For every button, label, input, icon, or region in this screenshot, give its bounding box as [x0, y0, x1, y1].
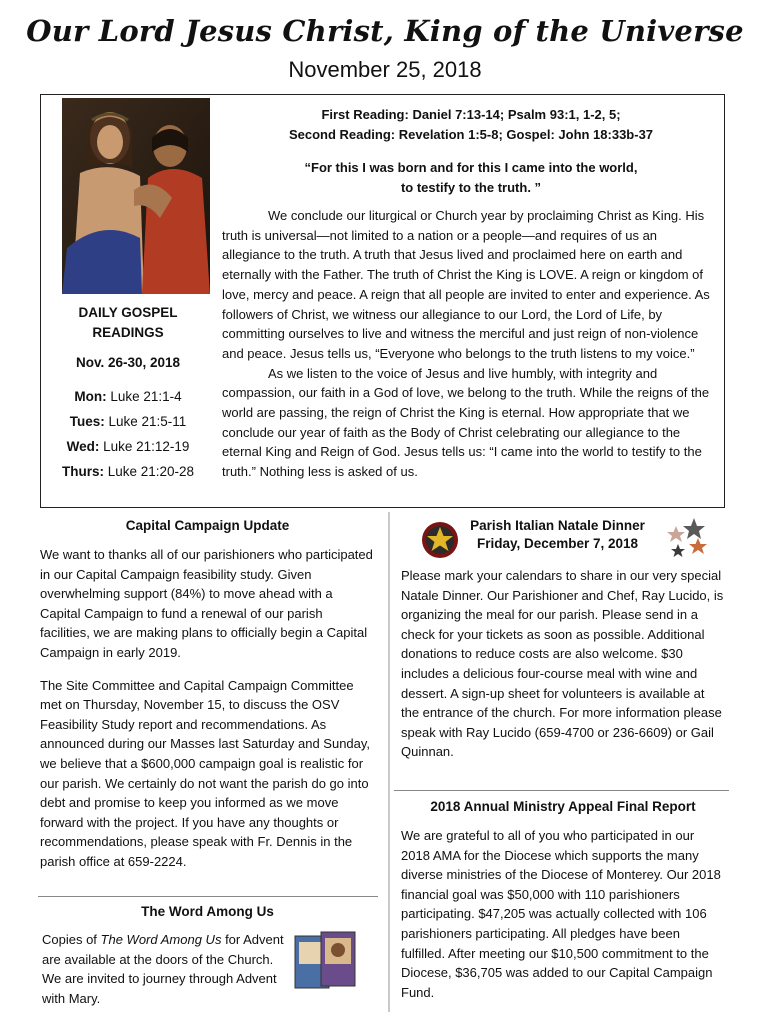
column-divider [388, 512, 390, 1012]
list-item [44, 437, 212, 457]
reading-ref: Luke 21:20-28 [103, 464, 195, 479]
section-divider [394, 790, 729, 791]
reading-ref: Luke 21:5-11 [104, 414, 187, 429]
stars-icon [664, 516, 710, 560]
list-item [44, 387, 212, 407]
word-among-us-title: The Word Among Us [141, 904, 274, 919]
reading-day: Tues: [69, 414, 105, 429]
reading-ref: Luke 21:12-19 [99, 439, 190, 454]
ama-report-text: We are grateful to all of you who participated in our 2018 AMA for the Diocese which supports the many diverse ministries of the Diocese of Monterey. Our 2018 financial goal was $50,000 with 110 parishioners participating. $47,205 was actually collected with 106 parishioners participating. All pledges have been fulfilled. After meeting our $10,500 commitment to the Diocese, $36,705 was added to our Capital Campaign Fund. [401, 828, 721, 1000]
capital-campaign-text [40, 545, 375, 885]
daily-gospel-heading-1: DAILY GOSPEL [78, 305, 178, 320]
word-among-us-text [42, 930, 287, 1008]
first-reading-line: First Reading: Daniel 7:13-14; Psalm 93:1, 1-2, 5; [321, 107, 621, 122]
daily-gospel-list [44, 387, 212, 482]
ama-report-title: 2018 Annual Ministry Appeal Final Report [430, 799, 696, 814]
section-divider [38, 896, 378, 897]
natale-dinner-title-1: Parish Italian Natale Dinner [470, 518, 645, 533]
scripture-readings [222, 105, 720, 145]
reflection-paragraph-1: We conclude our liturgical or Church year by proclaiming Christ as King. His truth is universal—not limited to a nation or a people—and requires of us an allegiance to the truth. A truth that Jesus lived and proclaimed here on earth and eternally with the Father. The truth of Christ the King is LOVE. A reign or kingdom of love, mercy and peace. A reign that all people are invited to enter and experience. As followers of Christ, we witness our allegiance to our Lord, the Lord of Life, by committing ourselves to live and witness the merciful and just reign of non-violence and peace. Jesus tells us, “Everyone who belongs to the truth listens to my voice.” [222, 208, 710, 361]
natale-dinner-text: Please mark your calendars to share in our very special Natale Dinner. Our Parishioner and Chef, Ray Lucido, is organizing the meal for our parish. Please send in a check for your tickets as soon as possible. Additional donations to reduce costs are also welcome. $30 includes a delicious four-course meal with wine and dessert. A sign-up sheet for volunteers is available at the entrance of the church. For more information please speak with Ray Lucido (659-4700 or 236-6609) or Gail Quinnan. [401, 568, 724, 760]
word-among-us-text-start: Copies of [42, 932, 101, 947]
capital-campaign-paragraph-2: The Site Committee and Capital Campaign Committee met on Thursday, November 15, to discuss the OSV Feasibility Study report and recommendations. As announced during our Masses last Saturday and Sunday, we believe that a $600,000 campaign goal is realistic for our parish. We certainly do not want the parish do go into debt and promise to keep you informed as we move forward with the project. If you have any thoughts or recommendations, please speak with Fr. Dennis in the parish office at 659-2224. [40, 677, 371, 869]
reading-day: Thurs: [61, 464, 104, 479]
second-reading-line: Second Reading: Revelation 1:5-8; Gospel: John 18:33b-37 [288, 127, 654, 142]
reading-day: Mon: [74, 389, 107, 404]
reflection-paragraph-2: As we listen to the voice of Jesus and live humbly, with integrity and compassion, our faith in a God of love, we belong to the truth. While the reigns of the world are passing, the reign of Christ the King is eternal. How appropriate that we conclude our year of faith as the Body of Christ celebrating our allegiance to the eternal King and Reign of God. Jesus tells us: “I came into the world to testify to the truth.” Nothing less is asked of us. [222, 365, 710, 480]
bulletin-title: Our Lord Jesus Christ, King of the Universe [26, 14, 744, 48]
bulletin-date: November 25, 2018 [288, 57, 482, 82]
publication-name: The Word Among Us [100, 932, 222, 947]
quote-line-2: to testify to the truth. ” [400, 180, 542, 195]
reading-day: Wed: [66, 439, 100, 454]
star-medal-icon [420, 520, 460, 560]
list-item [44, 412, 212, 432]
daily-gospel-heading-2: READINGS [92, 325, 164, 340]
reading-ref: Luke 21:1-4 [106, 389, 182, 404]
quote-line-1: “For this I was born and for this I came into the world, [304, 160, 638, 175]
daily-gospel-dates: Nov. 26-30, 2018 [75, 355, 181, 370]
natale-dinner-date: Friday, December 7, 2018 [476, 536, 639, 551]
word-among-us-text-end: for Advent are available at the doors of the Church. We are invited to journey through Advent with Mary. [42, 932, 284, 1006]
capital-campaign-title: Capital Campaign Update [125, 518, 290, 533]
gospel-quote [222, 158, 720, 198]
daily-gospel-readings [44, 303, 212, 487]
reflection-text [222, 206, 710, 482]
natale-dinner-title [455, 518, 660, 551]
capital-campaign-paragraph-1: We want to thanks all of our parishioners who participated in our Capital Campaign feasibility study. Given overwhelming support (84%) to move ahead with a Capital Campaign to fund a renewal of our parish facilities, we are making plans to officially begin a Capital Campaign in early 2019. [40, 547, 373, 660]
magazine-covers-image [293, 930, 359, 992]
jesus-pilate-painting [62, 98, 210, 294]
list-item [44, 462, 212, 482]
